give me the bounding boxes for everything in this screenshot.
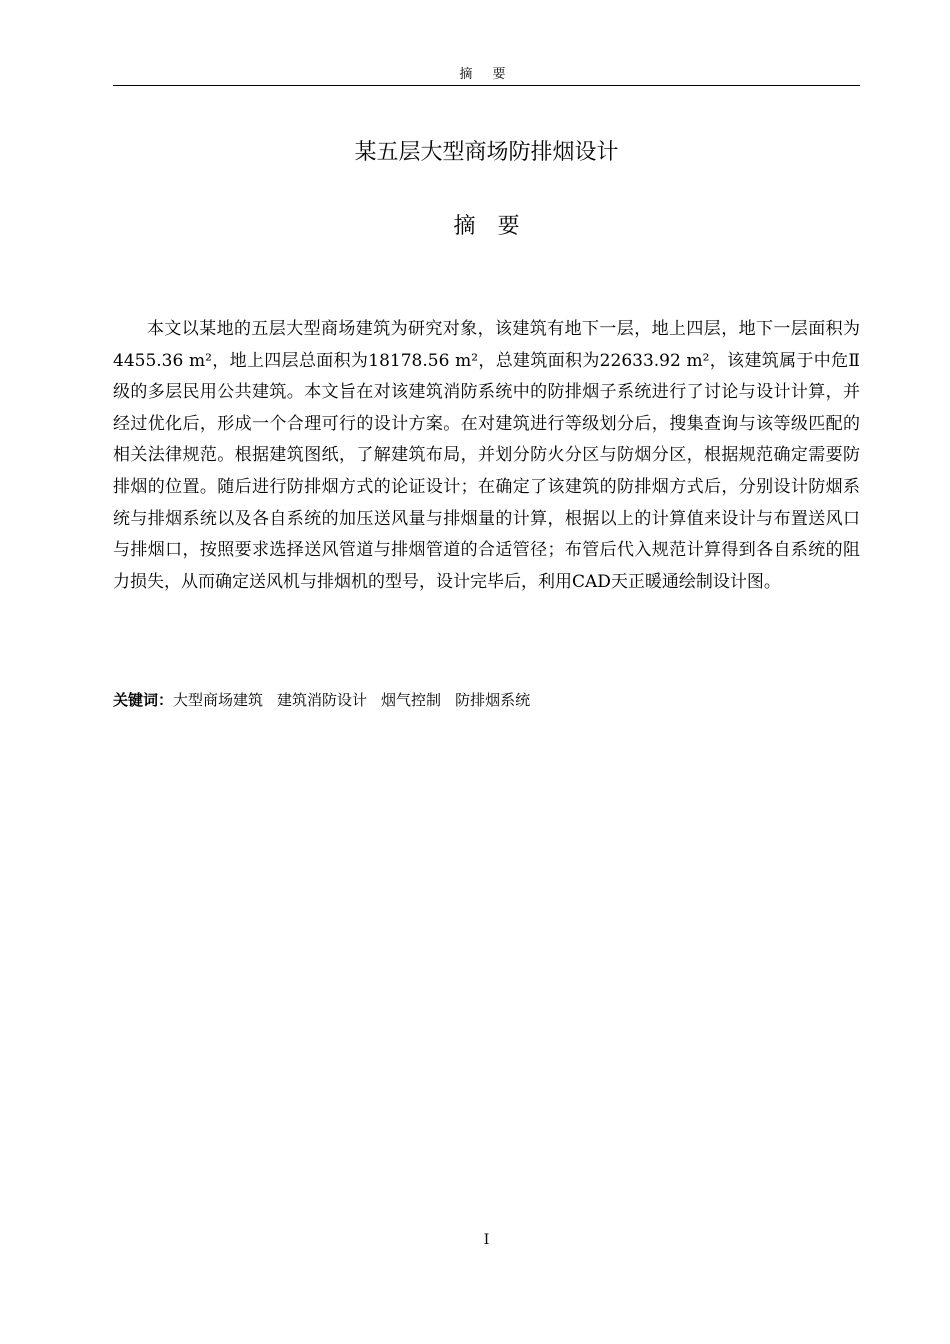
running-header: 摘 要 — [459, 67, 514, 82]
document-title: 某五层大型商场防排烟设计 — [354, 140, 619, 165]
header-rule — [113, 85, 860, 86]
keyword-item: 防排烟系统 — [455, 691, 531, 709]
abstract-heading: 摘要 — [453, 214, 542, 239]
keyword-item: 建筑消防设计 — [277, 691, 368, 709]
page-number: I — [483, 1232, 490, 1248]
abstract-body: 本文以某地的五层大型商场建筑为研究对象，该建筑有地下一层，地上四层，地下一层面积为4455.36 m²，地上四层总面积为18178.56 m²，总建筑面积为22633.92 m²，该建筑属于中危Ⅱ级的多层民用公共建筑。本文旨在对该建筑消防系统中的防排烟子系统进行了讨论与设计计算，并经过优化后，形成一个合理可行的设计方案。在对建筑进行等级划分后，搜集查询与该等级匹配的相关法律规范。根据建筑图纸，了解建筑布局，并划分防火分区与防烟分区，根据规范确定需要防排烟的位置。随后进行防排烟方式的论证设计；在确定了该建筑的防排烟方式后，分别设计防烟系统与排烟系统以及各自系统的加压送风量与排烟量的计算，根据以上的计算值来设计与布置送风口与排烟口，按照要求选择送风管道与排烟管道的合适管径；布管后代入规范计算得到各自系统的阻力损失，从而确定送风机与排烟机的型号，设计完毕后，利用CAD天正暖通绘制设计图。 — [113, 319, 860, 592]
keyword-item: 大型商场建筑 — [173, 691, 264, 709]
keywords-label: 关键词： — [113, 691, 174, 709]
keyword-item: 烟气控制 — [381, 691, 442, 709]
keywords-line — [113, 688, 860, 712]
